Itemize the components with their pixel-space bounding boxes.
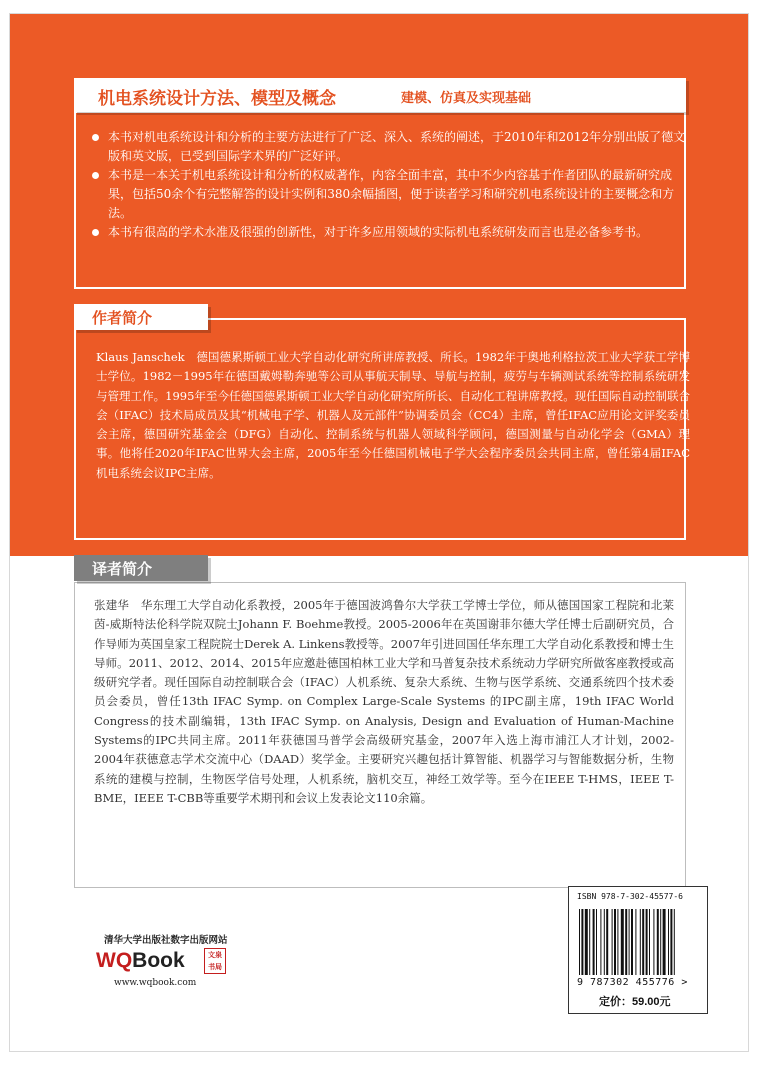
publisher-block (82, 932, 252, 1012)
translator-bio: 张建华 华东理工大学自动化系教授，2005年于德国波鸿鲁尔大学获工学博士学位，师从德国国家工程院和北莱茵-威斯特法伦科学院双院士Johann F. Boehme教授。2005-2006年在英国谢菲尔德大学任博士后副研究员，合作导师为英国皇家工程院院士Derek A. Linkens教授等。2007年引进回国任华东理工大学自动化系教授和博士生导师。2011、2012、2014、2015年应邀赴德国柏林工业大学和马普复杂技术系统动力学研究所做客座教授或高级研究学者。现任国际自动控制联合会（IFAC）人机系统、复杂大系统、生物与医学系统、交通系统四个技术委员会委员，曾任13th IFAC Symp. on Complex Large-Scale Systems 的IPC副主席，19th IFAC World Congress的技术副编辑，13th IFAC Symp. on Analysis, Design and Evaluation of Human-Machine Systems的IPC共同主席。2011年获德国马普学会高级研究基金，2007年入选上海市浦江人才计划，2002-2004年获德意志学术交流中心（DAAD）奖学金。主要研究兴趣包括计算智能、机器学习与智能数据分析，生物系统的建模与控制，生物医学信号处理，人机系统，脑机交互，神经工效学等。至今在IEEE T-HMS，IEEE T-BME，IEEE T-CBB等重要学术期刊和会议上发表论文110余篇。 (94, 598, 674, 805)
feature-item: 本书是一本关于机电系统设计和分析的权威著作，内容全面丰富，其中不少内容基于作者团队的最新研究成果，包括50余个有完整解答的设计实例和380余幅插图，便于读者学习和研究机电系统设计的主要概念和方法。 (108, 166, 692, 223)
logo-book: Book (132, 949, 185, 972)
author-bio: Klaus Janschek 德国德累斯顿工业大学自动化研究所讲席教授、所长。1982年于奥地利格拉茨工业大学获工学博士学位。1982－1995年在德国戴姆勒奔驰等公司从事航天制导、导航与控制，疲劳与车辆测试系统等控制系统研发与管理工作。1995年至今任德国德累斯顿工业大学自动化研究所所长、自动化工程讲席教授。现任国际自动控制联合会（IFAC）技术局成员及其“机械电子学、机器人及元部件”协调委员会（CC4）主席，曾任IFAC应用论文评奖委员会主席，德国研究基金会（DFG）自动化、控制系统与机器人领域科学顾问，德国测量与自动化学会（GMA）理事。他将任2020年IFAC世界大会主席，2005年至今任德国机械电子学大会程序委员会共同主席，曾任第4届IFAC机电系统会议IPC主席。 (96, 350, 690, 480)
author-heading: 作者简介 (92, 309, 153, 327)
translator-heading-tab (74, 555, 208, 581)
book-back-cover (10, 14, 748, 1051)
feature-list (108, 128, 692, 242)
author-heading-tab (74, 304, 208, 330)
price-label: 定价：59.00元 (599, 996, 671, 1008)
logo-badge: 文泉书局 (204, 948, 226, 974)
translator-heading: 译者简介 (92, 560, 153, 578)
feature-item: 本书对机电系统设计和分析的主要方法进行了广泛、深入、系统的阐述，于2010年和2012年分别出版了德文版和英文版，已受到国际学术界的广泛好评。 (108, 128, 692, 166)
barcode-digits: 9 787302 455776 > (577, 977, 688, 988)
publisher-line: 清华大学出版社数字出版网站 (104, 935, 228, 946)
book-title: 机电系统设计方法、模型及概念 (98, 89, 336, 109)
title-bar (74, 78, 686, 112)
logo-wq: WQ (96, 949, 133, 972)
barcode-icon (579, 909, 699, 975)
publisher-url: www.wqbook.com (114, 978, 197, 988)
wqbook-logo (96, 949, 185, 973)
feature-item: 本书有很高的学术水准及很强的创新性，对于许多应用领域的实际机电系统研发而言也是必备参考书。 (108, 223, 692, 242)
isbn-text: ISBN 978-7-302-45577-6 (577, 892, 683, 901)
book-subtitle: 建模、仿真及实现基础 (401, 91, 532, 106)
barcode-box (568, 886, 708, 1014)
